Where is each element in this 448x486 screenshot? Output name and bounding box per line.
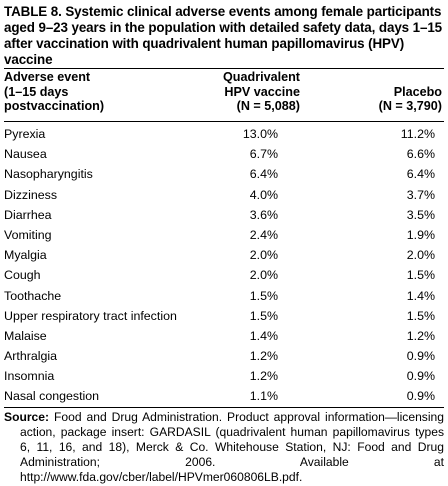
cell-adverse-event: Dizziness bbox=[4, 187, 58, 202]
cell-hpv-vaccine: 2.4% bbox=[249, 227, 278, 242]
cell-adverse-event: Toothache bbox=[4, 288, 62, 303]
source-note bbox=[4, 410, 444, 486]
cell-placebo: 6.4% bbox=[406, 167, 435, 182]
cell-placebo: 1.5% bbox=[406, 268, 435, 283]
cell-adverse-event: Vomiting bbox=[4, 227, 52, 242]
cell-placebo: 0.9% bbox=[406, 369, 435, 384]
header-line: postvaccination) bbox=[4, 99, 105, 114]
cell-adverse-event: Myalgia bbox=[4, 248, 47, 263]
table-row bbox=[4, 386, 444, 406]
table-row bbox=[4, 185, 444, 205]
header-line: HPV vaccine bbox=[224, 84, 300, 99]
cell-adverse-event: Diarrhea bbox=[4, 207, 52, 222]
table-row bbox=[4, 265, 444, 285]
cell-adverse-event: Malaise bbox=[4, 328, 47, 343]
cell-adverse-event: Nasopharyngitis bbox=[4, 167, 93, 182]
cell-adverse-event: Arthralgia bbox=[4, 349, 58, 364]
cell-adverse-event: Nausea bbox=[4, 147, 47, 162]
header-line: (1–15 days bbox=[4, 84, 69, 99]
table-row bbox=[4, 326, 444, 346]
cell-placebo: 0.9% bbox=[406, 349, 435, 364]
table-title: TABLE 8. Systemic clinical adverse events among female participants aged 9–23 years in the population with detailed safety data, days 1–15 after vaccination with quadrivalent human papillomavirus (HPV) vaccine bbox=[4, 4, 443, 67]
table-body bbox=[4, 122, 444, 407]
cell-adverse-event: Cough bbox=[4, 268, 41, 283]
cell-placebo: 6.6% bbox=[406, 147, 435, 162]
header-line: Placebo bbox=[393, 84, 442, 99]
cell-placebo: 1.4% bbox=[406, 288, 435, 303]
cell-hpv-vaccine: 6.4% bbox=[249, 167, 278, 182]
cell-hpv-vaccine: 4.0% bbox=[249, 187, 278, 202]
cell-hpv-vaccine: 1.1% bbox=[249, 389, 278, 404]
table-row bbox=[4, 346, 444, 366]
header-line: (N = 5,088) bbox=[236, 99, 300, 114]
source-text: Food and Drug Administration. Product approval information—licensing action, package insert: GARDASIL (quadrivalent human papillomavirus types 6, 11, 16, and 18), Merck & Co. Whitehouse Station, NJ: Food and Drug Administration; 2006. Available at http://www.fda.gov/cber/label/HPVmer060806LB.pdf. bbox=[20, 409, 444, 485]
header-line: Quadrivalent bbox=[223, 70, 300, 84]
cell-hpv-vaccine: 1.2% bbox=[249, 349, 278, 364]
header-line: Adverse event bbox=[4, 70, 91, 84]
cell-placebo: 3.7% bbox=[406, 187, 435, 202]
table-header bbox=[4, 69, 444, 121]
header-line: (N = 3,790) bbox=[378, 99, 442, 114]
table-row bbox=[4, 286, 444, 306]
table-row bbox=[4, 245, 444, 265]
cell-hpv-vaccine: 6.7% bbox=[249, 147, 278, 162]
bottom-rule bbox=[4, 407, 444, 408]
cell-hpv-vaccine: 1.5% bbox=[249, 308, 278, 323]
cell-placebo: 0.9% bbox=[406, 389, 435, 404]
cell-adverse-event: Upper respiratory tract infection bbox=[4, 308, 177, 323]
cell-hpv-vaccine: 2.0% bbox=[249, 268, 278, 283]
table-row bbox=[4, 225, 444, 245]
cell-hpv-vaccine: 2.0% bbox=[249, 248, 278, 263]
table-row bbox=[4, 306, 444, 326]
cell-placebo: 1.2% bbox=[406, 328, 435, 343]
table-row bbox=[4, 205, 444, 225]
cell-hpv-vaccine: 3.6% bbox=[249, 207, 278, 222]
table-row bbox=[4, 144, 444, 164]
table-row bbox=[4, 164, 444, 184]
cell-hpv-vaccine: 1.5% bbox=[249, 288, 278, 303]
header-hpv-vaccine bbox=[188, 70, 300, 114]
cell-hpv-vaccine: 1.2% bbox=[249, 369, 278, 384]
cell-adverse-event: Pyrexia bbox=[4, 127, 46, 141]
source-label: Source: bbox=[4, 409, 50, 424]
header-adverse-event bbox=[4, 70, 104, 114]
cell-hpv-vaccine: 13.0% bbox=[242, 127, 278, 141]
header-line bbox=[332, 70, 442, 85]
cell-placebo: 2.0% bbox=[406, 248, 435, 263]
cell-adverse-event: Nasal congestion bbox=[4, 389, 100, 404]
table-row bbox=[4, 366, 444, 386]
cell-hpv-vaccine: 1.4% bbox=[249, 328, 278, 343]
header-placebo bbox=[332, 70, 442, 114]
cell-placebo: 11.2% bbox=[400, 127, 435, 141]
cell-placebo: 1.9% bbox=[406, 227, 435, 242]
cell-placebo: 3.5% bbox=[406, 207, 435, 222]
table-row bbox=[4, 124, 444, 144]
cell-placebo: 1.5% bbox=[406, 308, 435, 323]
cell-adverse-event: Insomnia bbox=[4, 369, 55, 384]
